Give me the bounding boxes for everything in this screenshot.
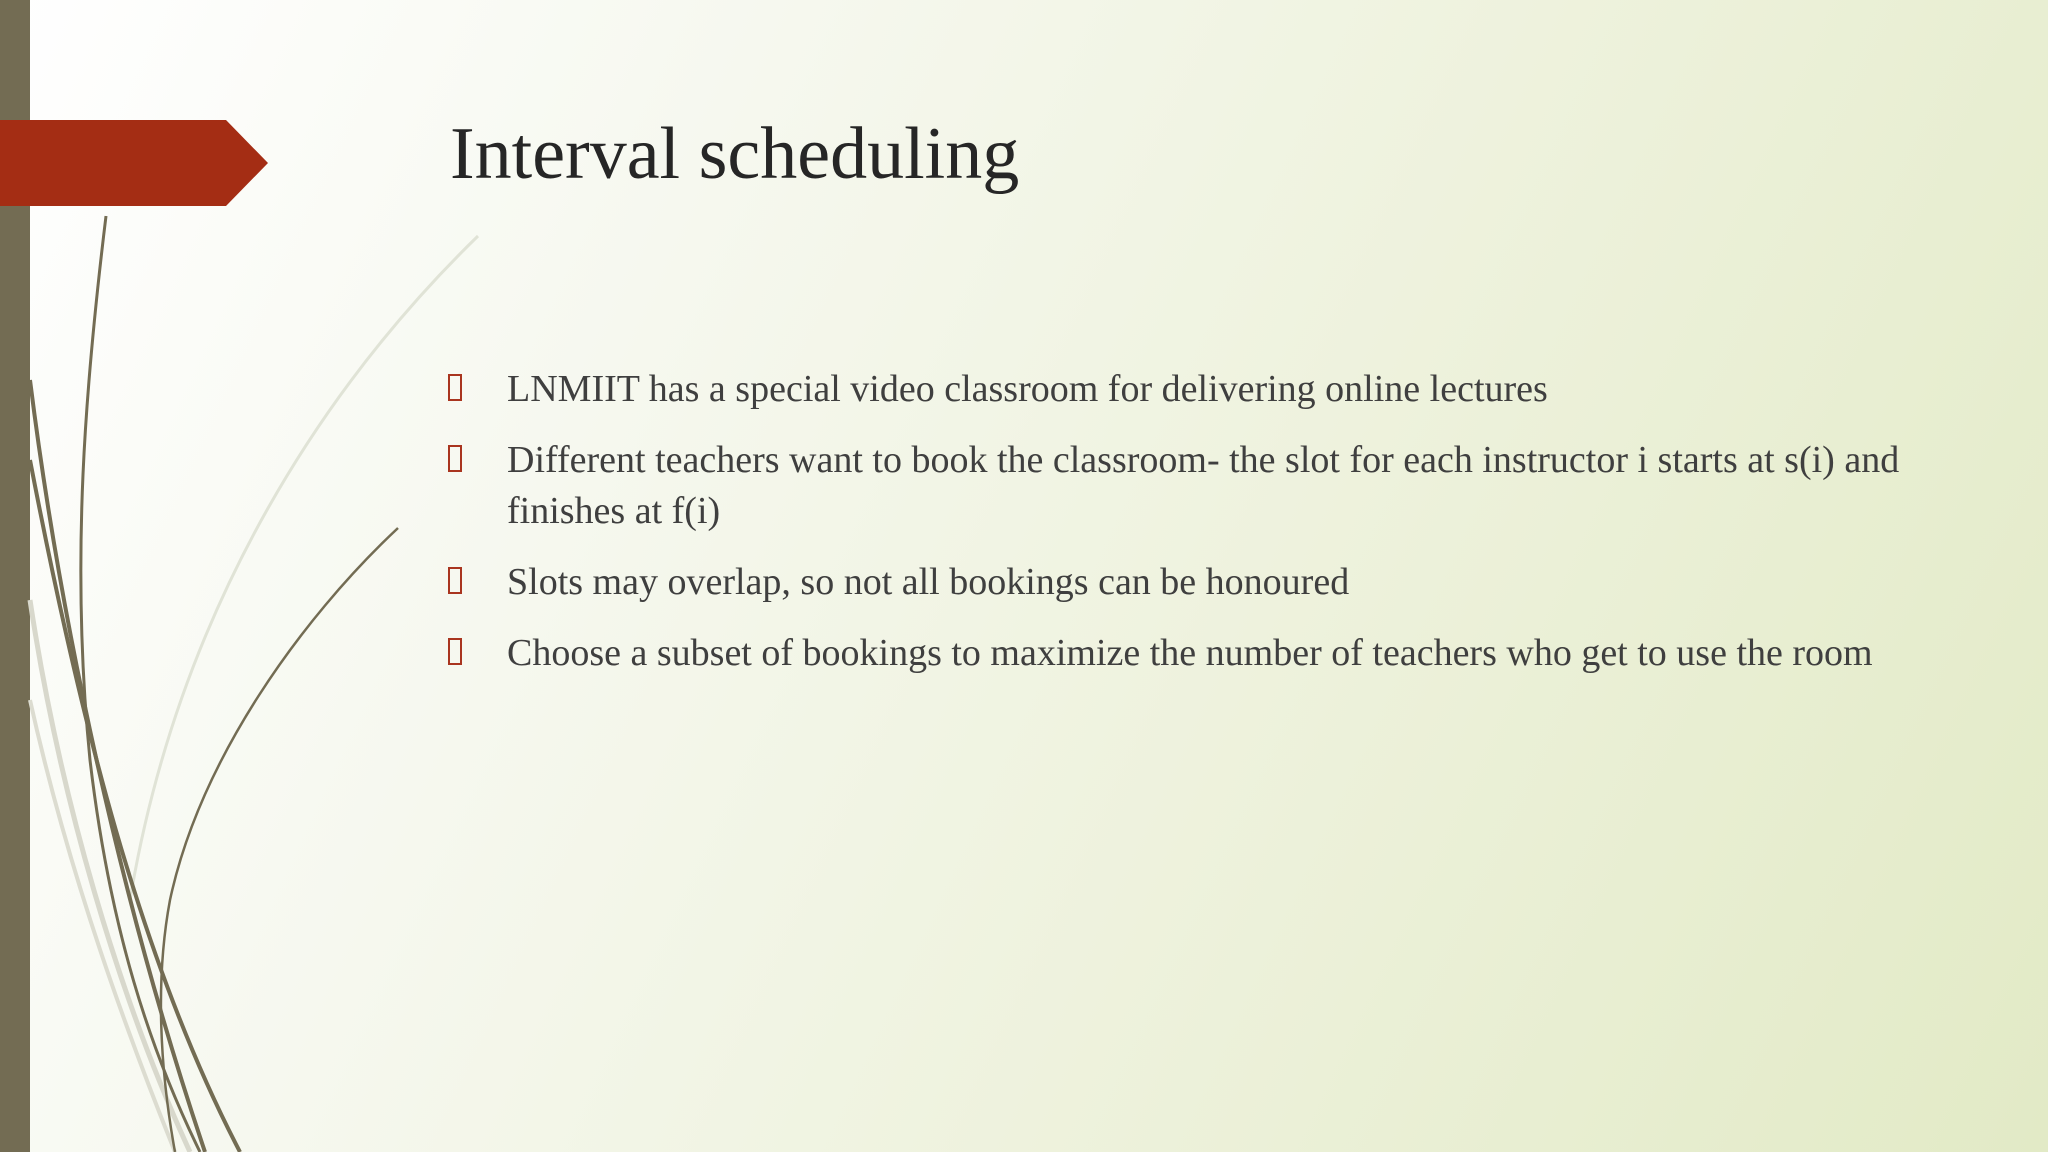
- bullet-item: [448, 557, 1908, 608]
- bullet-text: Different teachers want to book the classroom- the slot for each instructor i starts at s(i) and finishes at f(i): [507, 439, 1900, 532]
- bullet-square-icon: [448, 638, 462, 665]
- bullet-list: [448, 364, 1908, 699]
- bullet-text: LNMIIT has a special video classroom for delivering online lectures: [507, 368, 1548, 410]
- bullet-item: [448, 628, 1908, 679]
- bullet-square-icon: [448, 567, 462, 594]
- bullet-square-icon: [448, 374, 462, 401]
- bullet-item: [448, 364, 1908, 415]
- bullet-text: Slots may overlap, so not all bookings can be honoured: [507, 561, 1350, 603]
- title-arrow-marker: [0, 120, 270, 206]
- bullet-text: Choose a subset of bookings to maximize the number of teachers who get to use the room: [507, 632, 1873, 674]
- slide-title: Interval scheduling: [450, 113, 1020, 195]
- bullet-item: [448, 435, 1908, 537]
- bullet-square-icon: [448, 445, 462, 472]
